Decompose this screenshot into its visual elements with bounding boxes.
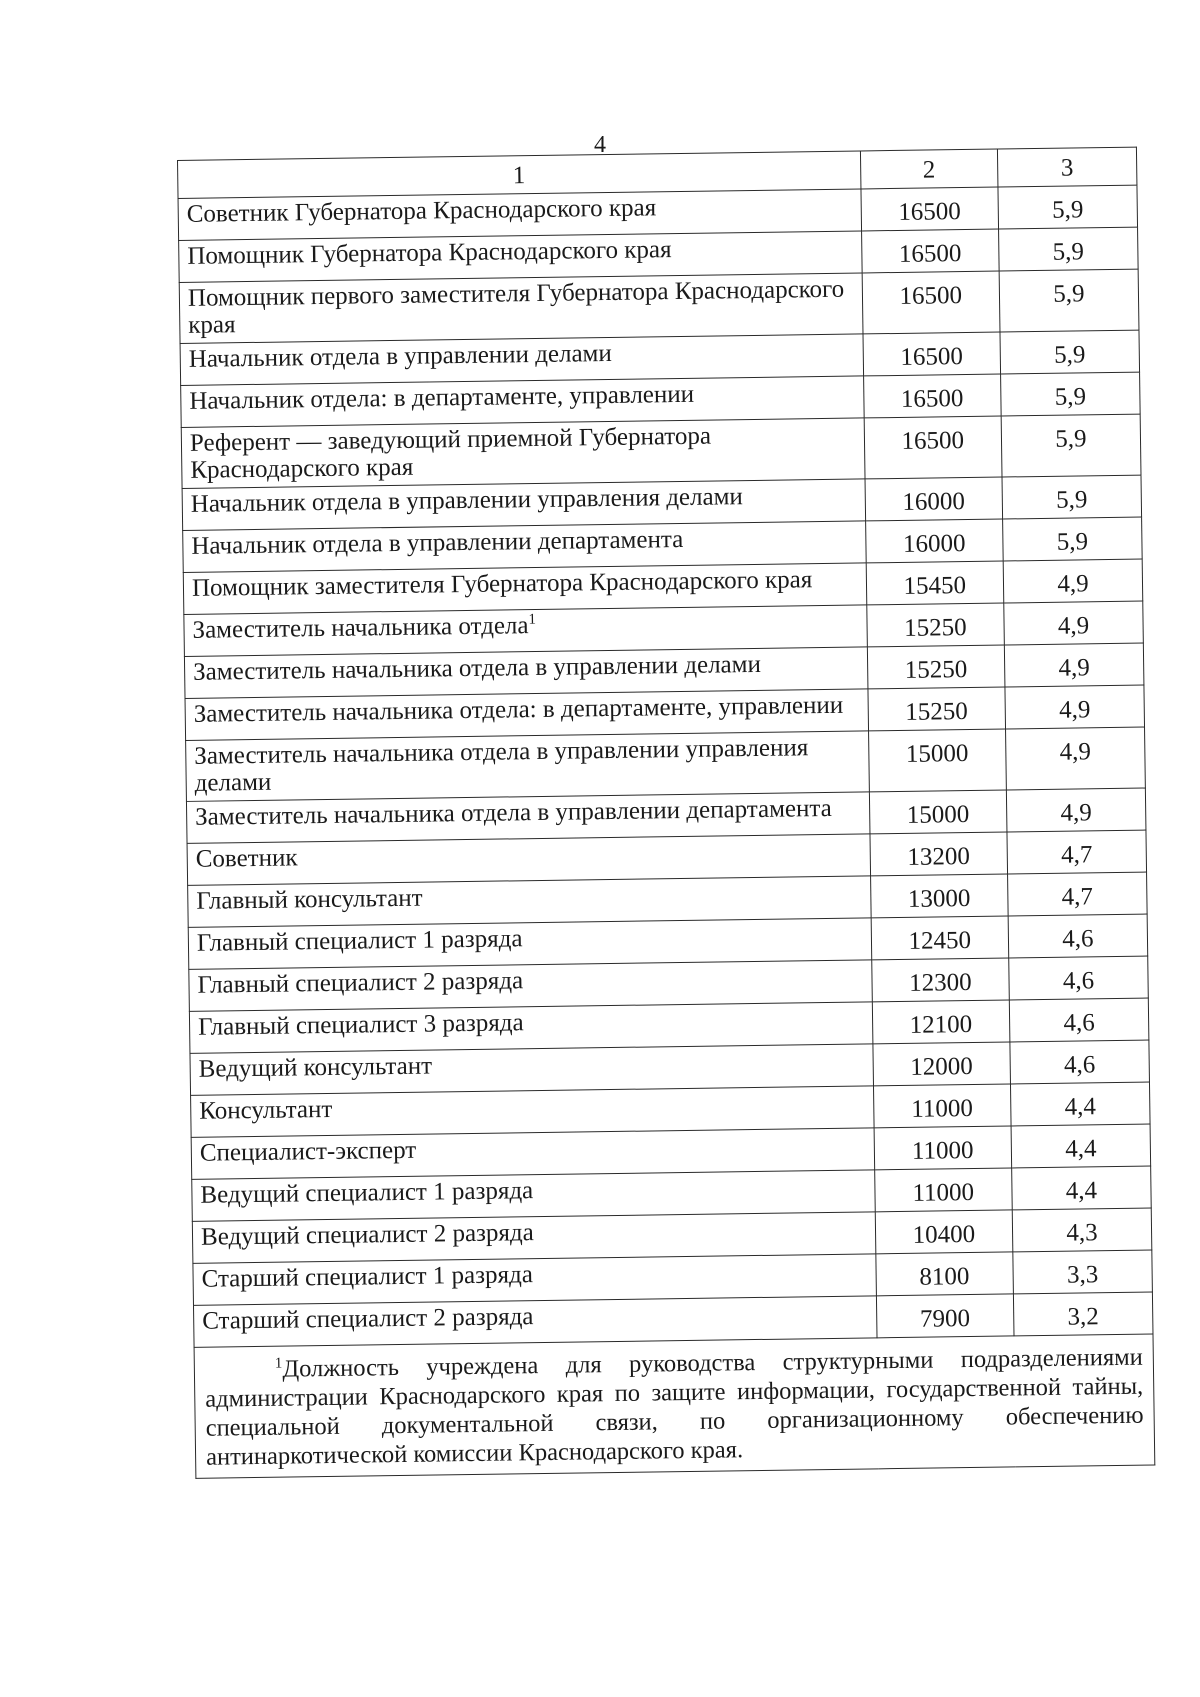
position-name: Консультант bbox=[199, 1095, 333, 1125]
salary-cell: 15000 bbox=[868, 729, 1006, 792]
footnote-row bbox=[194, 1334, 1155, 1478]
coefficient-cell: 5,9 bbox=[1001, 414, 1141, 477]
header-col-2: 2 bbox=[860, 149, 998, 189]
salary-cell: 11000 bbox=[873, 1084, 1011, 1128]
position-name: Советник Губернатора Краснодарского края bbox=[186, 194, 657, 228]
salary-cell: 16000 bbox=[865, 519, 1003, 563]
position-name: Начальник отдела в управлении делами bbox=[188, 339, 612, 373]
salary-cell: 16000 bbox=[865, 477, 1003, 521]
position-name: Главный специалист 2 разряда bbox=[197, 967, 524, 999]
position-name: Начальник отдела в управлении департамента bbox=[191, 525, 684, 560]
coefficient-cell: 4,9 bbox=[1006, 788, 1146, 832]
coefficient-cell: 4,9 bbox=[1005, 685, 1145, 729]
coefficient-cell: 5,9 bbox=[998, 227, 1138, 271]
coefficient-cell: 5,9 bbox=[1002, 475, 1142, 519]
coefficient-cell: 4,9 bbox=[1003, 559, 1143, 603]
coefficient-cell: 4,7 bbox=[1007, 830, 1147, 874]
coefficient-cell: 5,9 bbox=[999, 269, 1139, 332]
footnote bbox=[194, 1334, 1155, 1478]
position-name: Заместитель начальника отдела в управлении департамента bbox=[194, 794, 832, 831]
coefficient-cell: 5,9 bbox=[1000, 372, 1140, 416]
salary-cell: 11000 bbox=[874, 1126, 1012, 1170]
salary-cell: 12300 bbox=[871, 958, 1009, 1002]
salary-cell: 8100 bbox=[876, 1252, 1014, 1296]
page-number: 4 bbox=[594, 132, 606, 158]
coefficient-cell: 4,9 bbox=[1004, 601, 1144, 645]
position-name: Помощник заместителя Губернатора Краснодарского края bbox=[191, 566, 813, 602]
salary-cell: 10400 bbox=[875, 1210, 1013, 1254]
coefficient-cell: 5,9 bbox=[1000, 330, 1140, 374]
position-name: Ведущий специалист 1 разряда bbox=[200, 1177, 534, 1209]
coefficient-cell: 4,7 bbox=[1007, 872, 1147, 916]
position-name: Начальник отдела в управлении управления делами bbox=[190, 483, 744, 518]
salary-cell: 12100 bbox=[872, 1000, 1010, 1044]
table-body bbox=[178, 185, 1153, 1347]
coefficient-cell: 3,3 bbox=[1013, 1250, 1153, 1294]
footnote-reference: 1 bbox=[528, 611, 537, 628]
position-name: Заместитель начальника отдела в управлении управления делами bbox=[194, 734, 809, 797]
position-name: Главный специалист 3 разряда bbox=[197, 1009, 524, 1041]
coefficient-cell: 4,6 bbox=[1009, 956, 1149, 1000]
salary-cell: 12450 bbox=[871, 916, 1009, 960]
position-name: Ведущий специалист 2 разряда bbox=[200, 1219, 534, 1251]
coefficient-cell: 4,6 bbox=[1009, 998, 1149, 1042]
salary-cell: 16500 bbox=[861, 229, 999, 273]
position-name: Начальник отдела: в департаменте, управлении bbox=[189, 380, 695, 415]
position-name: Старший специалист 2 разряда bbox=[202, 1303, 534, 1335]
position-name: Старший специалист 1 разряда bbox=[201, 1261, 534, 1293]
salary-cell: 15250 bbox=[866, 603, 1004, 647]
position-name: Главный специалист 1 разряда bbox=[196, 925, 523, 957]
position-name: Референт — заведующий приемной Губернатора Краснодарского края bbox=[189, 422, 712, 484]
salary-cell: 13000 bbox=[870, 874, 1008, 918]
position-name: Специалист-эксперт bbox=[199, 1136, 417, 1167]
salary-cell: 13200 bbox=[870, 832, 1008, 876]
header-col-3: 3 bbox=[997, 147, 1137, 187]
position-name: Заместитель начальника отдела bbox=[192, 612, 529, 644]
salary-cell: 15450 bbox=[866, 561, 1004, 605]
coefficient-cell: 5,9 bbox=[998, 185, 1138, 229]
position-cell bbox=[186, 731, 869, 802]
coefficient-cell: 4,9 bbox=[1005, 727, 1145, 790]
position-cell bbox=[181, 418, 864, 489]
salary-cell: 16500 bbox=[864, 416, 1002, 479]
salary-cell: 11000 bbox=[874, 1168, 1012, 1212]
footnote-text: Должность учреждена для руководства структурными подразделениями администрации Краснодарского края по защите информации, государственной тайны, специальной документальной связи, по организационному обеспечению антинаркотической комиссии Краснодарского края. bbox=[205, 1343, 1144, 1471]
coefficient-cell: 4,6 bbox=[1010, 1040, 1150, 1084]
salary-cell: 16500 bbox=[863, 374, 1001, 418]
footnote-mark: 1 bbox=[274, 1355, 283, 1372]
coefficient-cell: 4,4 bbox=[1011, 1124, 1151, 1168]
coefficient-cell: 4,6 bbox=[1008, 914, 1148, 958]
coefficient-cell: 4,3 bbox=[1012, 1208, 1152, 1252]
position-cell bbox=[179, 273, 862, 344]
coefficient-cell: 4,4 bbox=[1010, 1082, 1150, 1126]
salary-cell: 12000 bbox=[873, 1042, 1011, 1086]
positions-table bbox=[177, 147, 1155, 1479]
salary-cell: 15250 bbox=[867, 645, 1005, 689]
header-col-1: 1 bbox=[178, 151, 861, 199]
coefficient-cell: 4,9 bbox=[1004, 643, 1144, 687]
salary-cell: 16500 bbox=[861, 187, 999, 231]
salary-cell: 15000 bbox=[869, 790, 1007, 834]
position-name: Советник bbox=[195, 844, 298, 873]
coefficient-cell: 4,4 bbox=[1012, 1166, 1152, 1210]
salary-cell: 16500 bbox=[862, 271, 1000, 334]
position-name: Помощник Губернатора Краснодарского края bbox=[187, 236, 672, 270]
coefficient-cell: 3,2 bbox=[1013, 1292, 1153, 1336]
salary-cell: 7900 bbox=[876, 1294, 1014, 1338]
position-name: Ведущий консультант bbox=[198, 1052, 433, 1083]
position-name: Помощник первого заместителя Губернатора Краснодарского края bbox=[187, 275, 845, 339]
position-name: Главный консультант bbox=[196, 884, 423, 915]
salary-cell: 16500 bbox=[863, 332, 1001, 376]
position-name: Заместитель начальника отдела в управлении делами bbox=[192, 650, 762, 686]
position-name: Заместитель начальника отдела: в департаменте, управлении bbox=[193, 691, 844, 728]
salary-cell: 15250 bbox=[868, 687, 1006, 731]
coefficient-cell: 5,9 bbox=[1002, 517, 1142, 561]
